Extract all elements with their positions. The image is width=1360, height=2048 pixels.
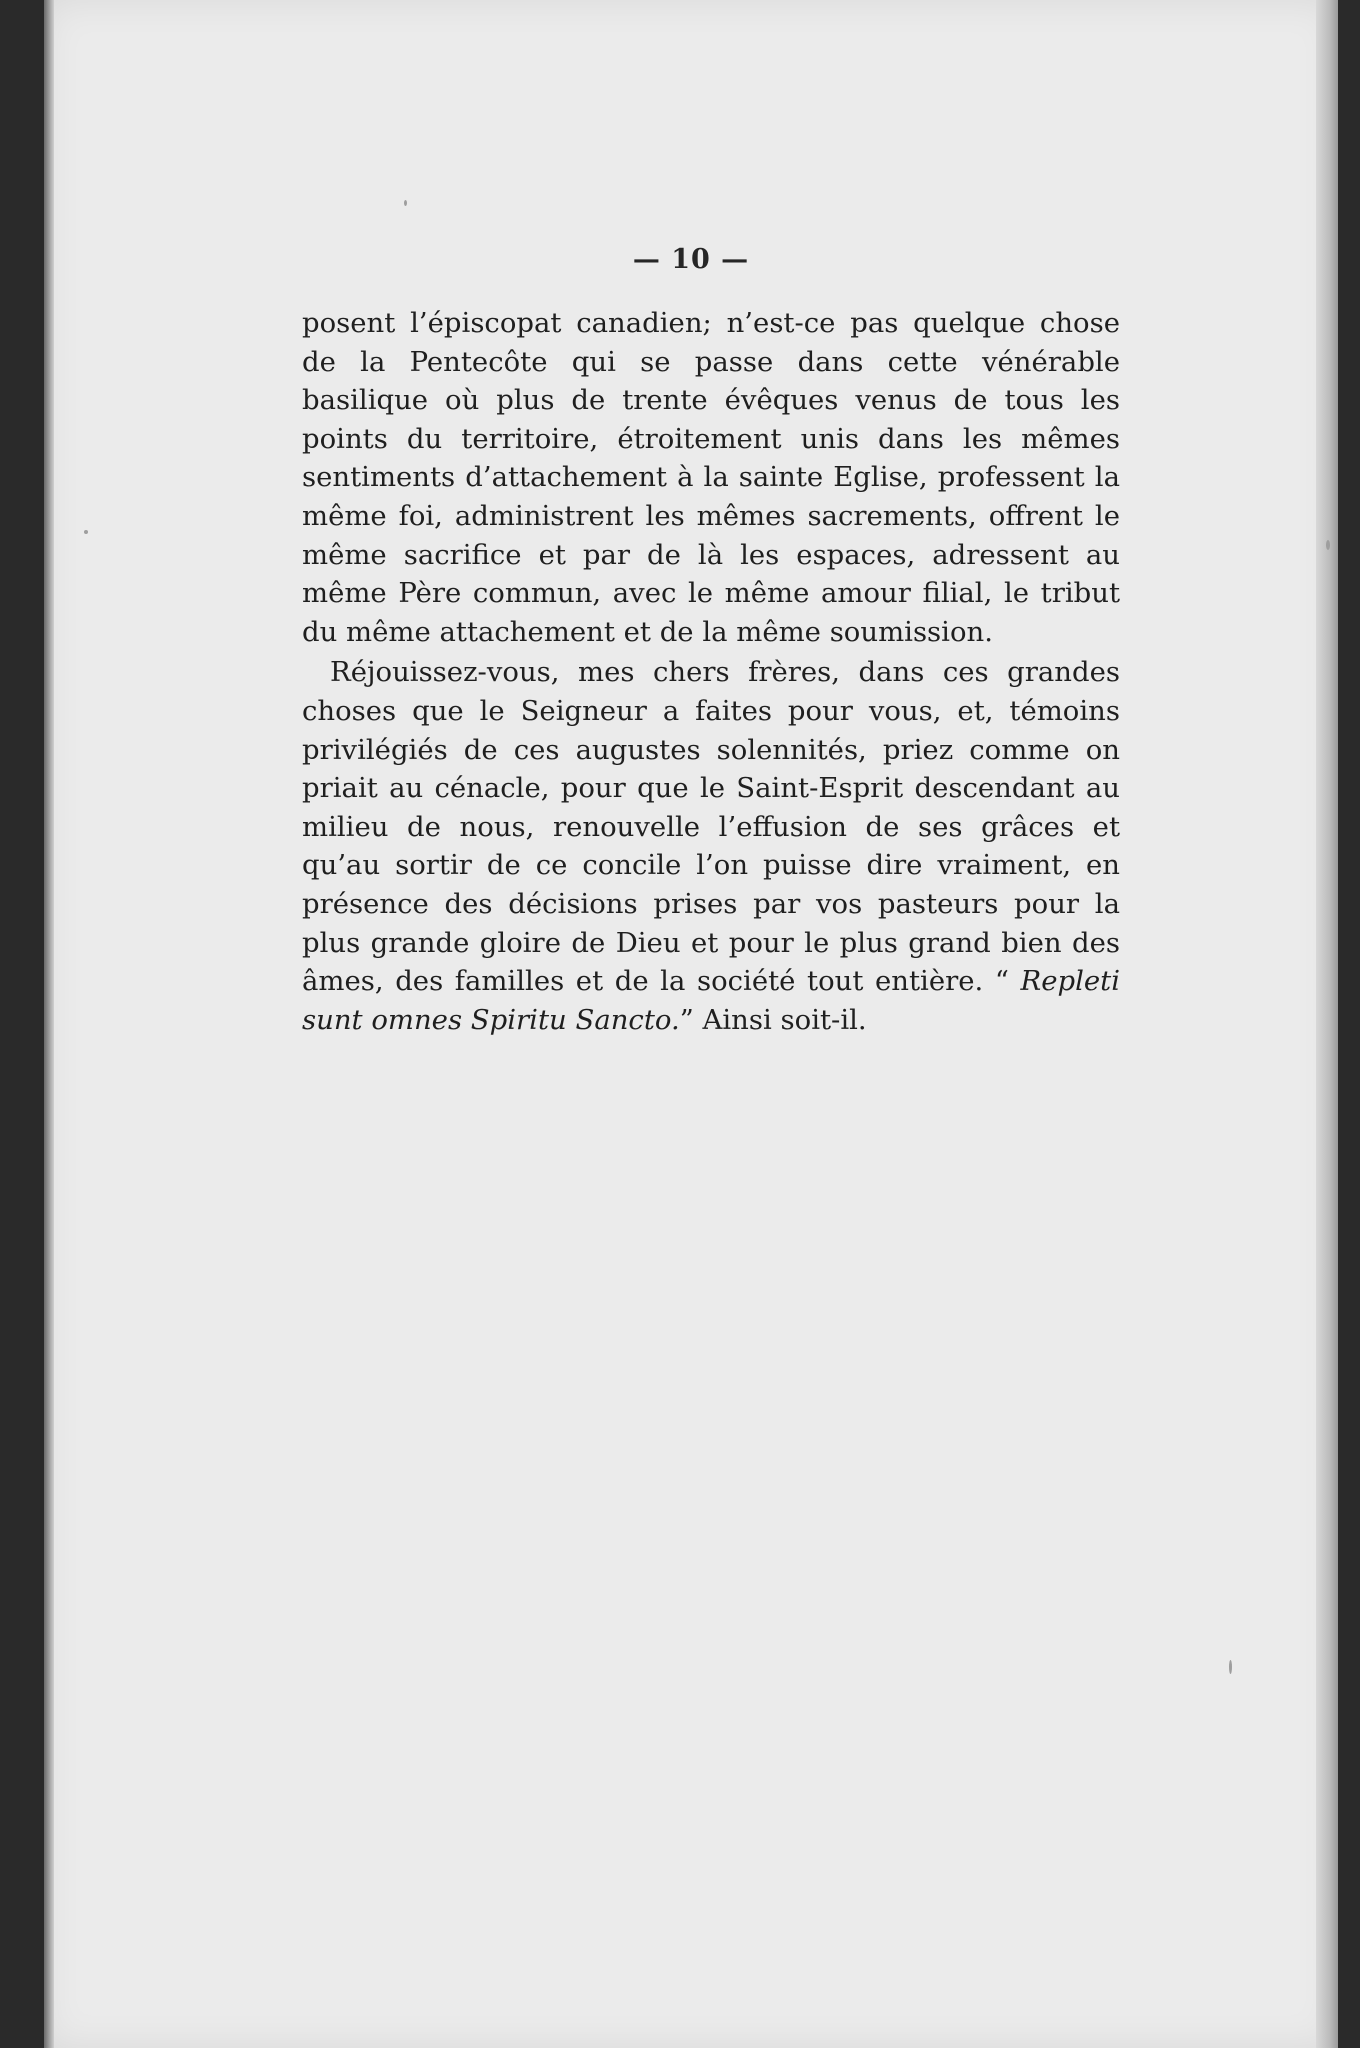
paragraph-2-text: Réjouissez-vous, mes chers frères, dans ces grandes choses que le Seigneur a faites pour vous, et, témoins privilégiés de ces augustes solennités, priez comme on priait au cénacle, pour que le Saint-Esprit descendant au milieu de nous, renouvelle l’effusion de ses grâces et qu’au sortir de ce concile l’on puisse dire vraiment, en présence des décisions prises par vos pasteurs pour la plus grande gloire de Dieu et pour le plus grand bien des âmes, des familles et de la société tout entière. “: [302, 656, 1120, 998]
scan-speck: [404, 200, 407, 206]
paragraph-2: [302, 653, 1120, 1039]
latin-quote: Repleti sunt omnes Spiritu Sancto.: [302, 965, 1120, 1036]
page-edge: [1316, 0, 1338, 2048]
scan-speck: [1229, 1660, 1232, 1674]
page-gutter-shadow: [44, 0, 54, 2048]
scan-speck: [84, 530, 88, 534]
paragraph-1: posent l’épiscopat canadien; n’est-ce pas quelque chose de la Pentecôte qui se passe dans cette vénérable basilique où plus de trente évêques venus de tous les points du territoire, étroitement unis dans les mêmes sentiments d’attachement à la sainte Eglise, professent la même foi, administrent les mêmes sacrements, offrent le même sacrifice et par de là les espaces, adressent au même Père commun, avec le même amour filial, le tribut du même attachement et de la même soumission.: [302, 307, 1120, 648]
body-text: [302, 304, 1120, 1039]
page-number: — 10 —: [632, 244, 750, 275]
scan-speck: [1326, 540, 1330, 550]
paragraph-2-closing: ” Ainsi soit-il.: [679, 1003, 867, 1036]
